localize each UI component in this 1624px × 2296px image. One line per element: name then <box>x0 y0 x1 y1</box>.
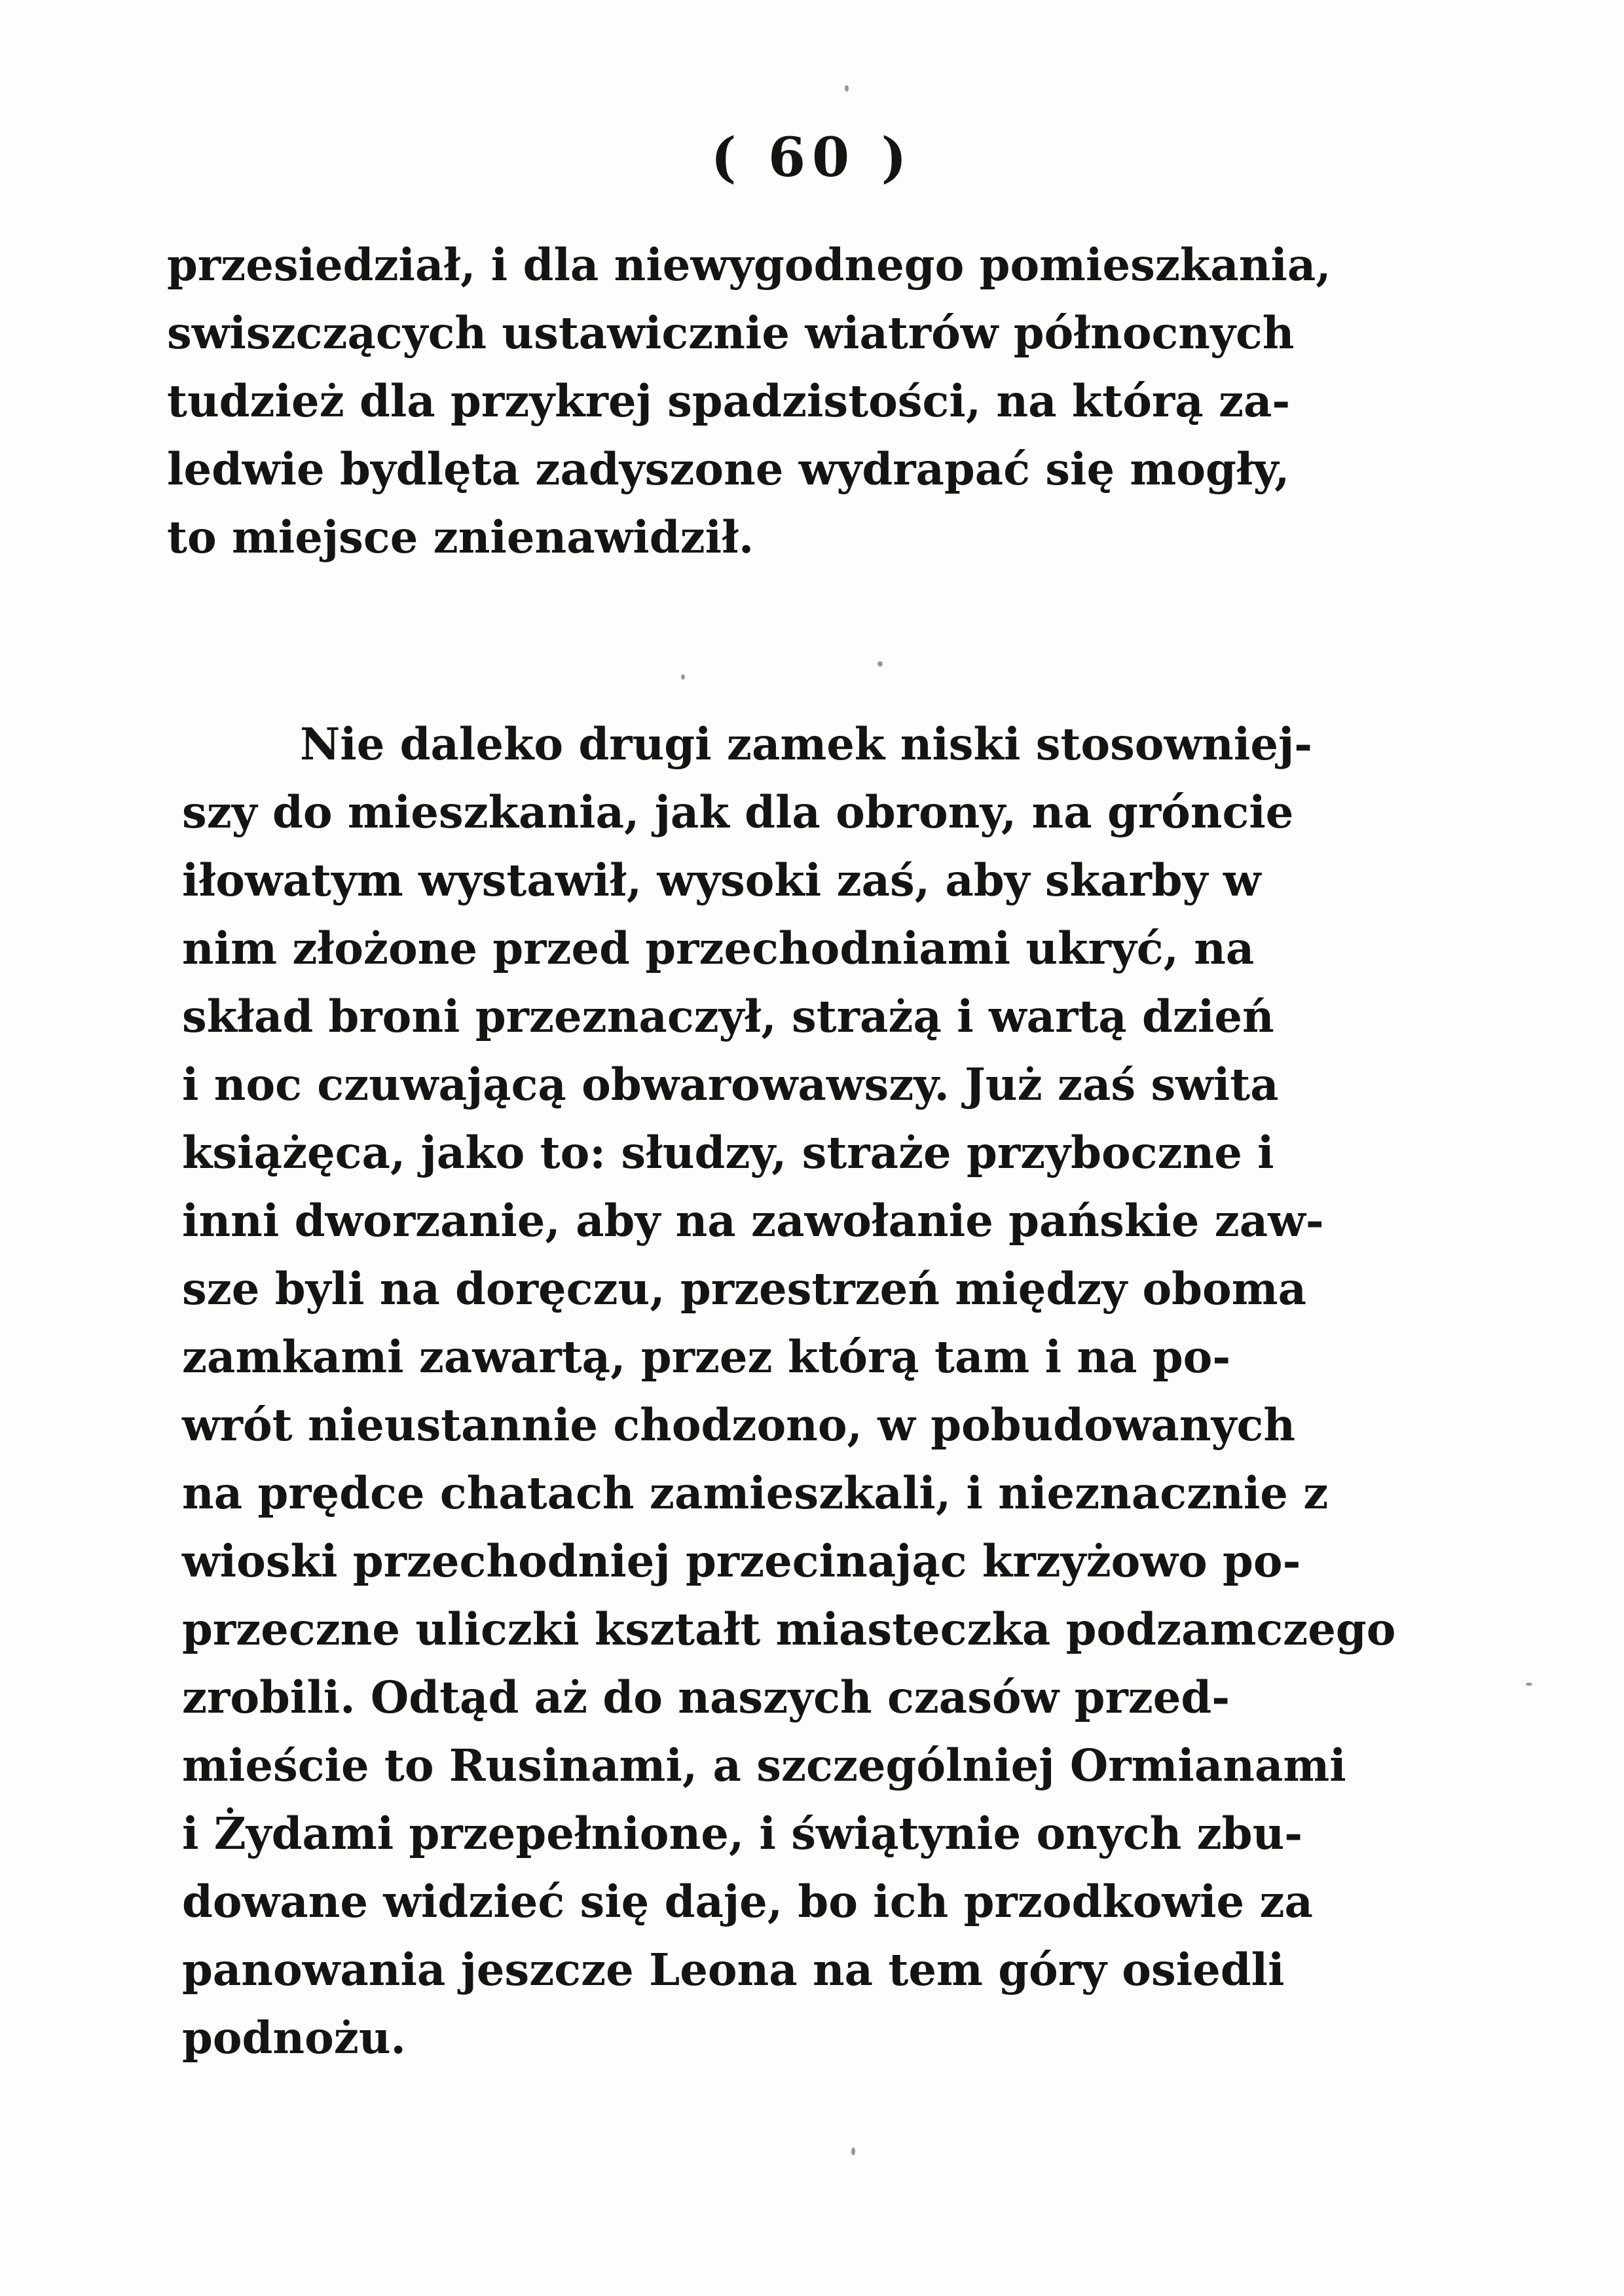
text-line: książęca, jako to: słudzy, straże przyboczne i <box>182 1127 1274 1178</box>
text-line: na prędce chatach zamieszkali, i nieznacznie z <box>182 1467 1329 1519</box>
text-line: zamkami zawartą, przez którą tam i na po- <box>182 1331 1231 1383</box>
text-line: i noc czuwającą obwarowawszy. Już zaś swita <box>182 1059 1279 1110</box>
text-line: zrobili. Odtąd aż do naszych czasów przed- <box>182 1671 1230 1723</box>
text-line: iłowatym wystawił, wysoki zaś, aby skarby w <box>182 854 1261 906</box>
scan-speck <box>851 2147 855 2155</box>
text-line: wrót nieustannie chodzono, w pobudowanych <box>182 1399 1296 1451</box>
scan-speck <box>845 85 849 92</box>
text-line: podnożu. <box>182 2012 406 2064</box>
text-line: szy do mieszkania, jak dla obrony, na gróncie <box>182 786 1294 838</box>
text-line: to miejsce znienawidził. <box>167 511 754 563</box>
text-line: panowania jeszcze Leona na tem góry osiedli <box>182 1944 1285 1995</box>
scan-speck <box>1526 1683 1532 1686</box>
text-line: przesiedział, i dla niewygodnego pomieszkania, <box>167 239 1331 291</box>
text-line: nim złożone przed przechodniami ukryć, na <box>182 922 1255 974</box>
text-line: sze byli na doręczu, przestrzeń między oboma <box>182 1263 1307 1315</box>
text-line: swiszczących ustawicznie wiatrów północnych <box>167 307 1295 359</box>
text-line: i Żydami przepełnione, i świątynie onych zbu- <box>182 1808 1303 1859</box>
text-line: dowane widzieć się daje, bo ich przodkowie za <box>182 1876 1313 1927</box>
paragraph-2 <box>182 710 1395 2072</box>
text-line: tudzież dla przykrej spadzistości, na którą za- <box>167 375 1291 427</box>
text-line: mieście to Rusinami, a szczególniej Ormianami <box>182 1740 1346 1791</box>
text-line: inni dworzanie, aby na zawołanie pańskie zaw- <box>182 1195 1324 1247</box>
text-line: przeczne uliczki kształt miasteczka podzamczego <box>182 1603 1396 1655</box>
scan-speck <box>877 661 883 666</box>
text-line: skład broni przeznaczył, strażą i wartą dzień <box>182 991 1274 1042</box>
scan-speck <box>681 674 685 680</box>
paragraph-1 <box>167 231 1331 572</box>
text-line: Nie daleko drugi zamek niski stosowniej- <box>300 718 1313 770</box>
text-line: wioski przechodniej przecinając krzyżowo po- <box>182 1535 1301 1587</box>
text-line: ledwie bydlęta zadyszone wydrapać się mogły, <box>167 443 1290 495</box>
page-number: ( 60 ) <box>710 126 913 189</box>
